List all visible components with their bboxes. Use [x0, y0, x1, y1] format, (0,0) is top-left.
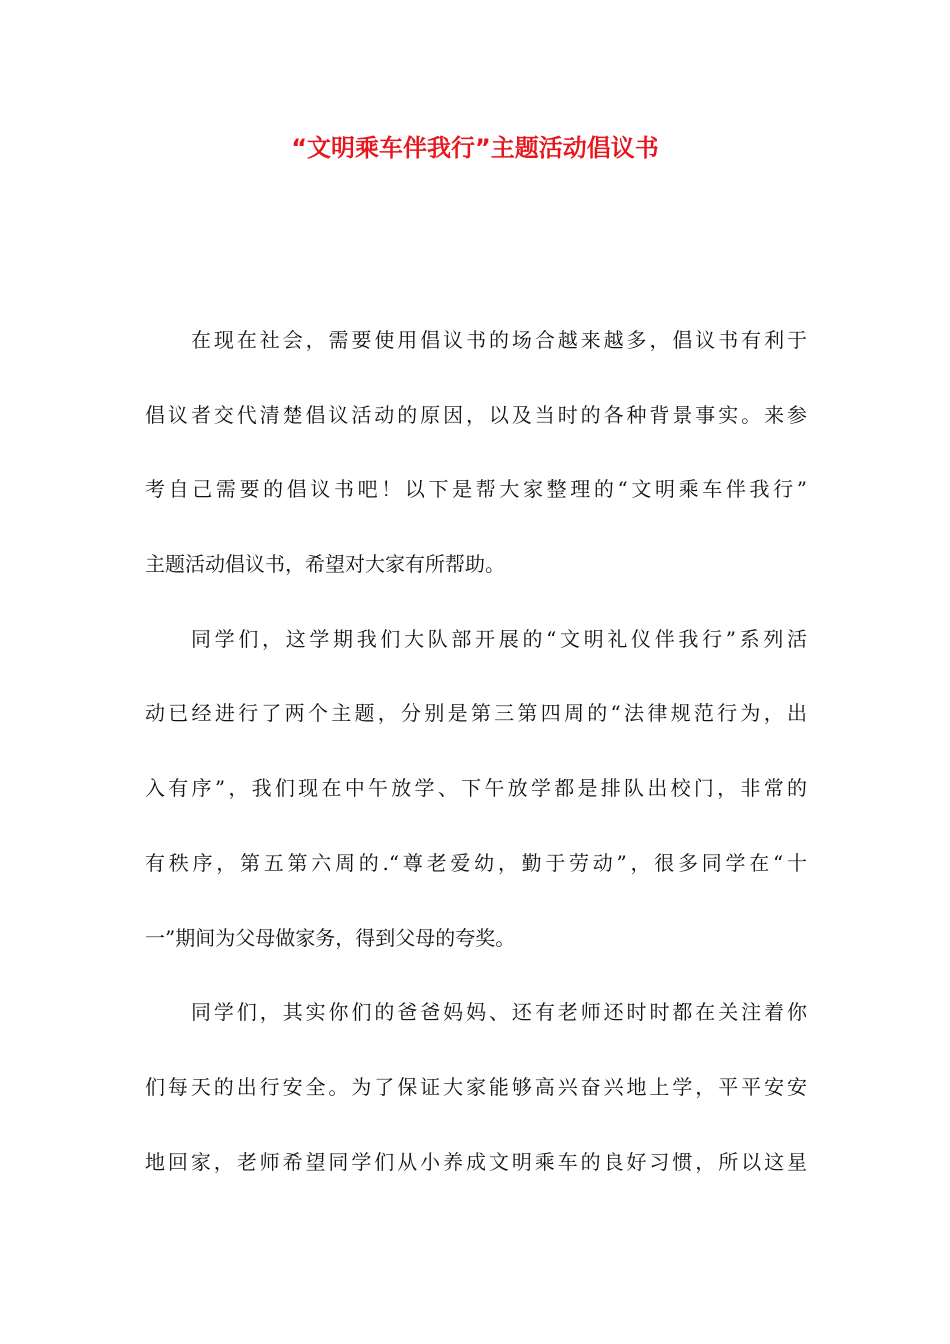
paragraph-1-line-3: 考自己需要的倡议书吧！以下是帮大家整理的“文明乘车伴我行”: [145, 477, 807, 502]
paragraph-2-line-4: 有秩序，第五第六周的.“尊老爱幼，勤于劳动”，很多同学在“十: [145, 850, 807, 875]
paragraph-1-line-2: 倡议者交代清楚倡议活动的原因，以及当时的各种背景事实。来参: [145, 402, 807, 427]
paragraph-2-line-5: 一”期间为父母做家务，得到父母的夸奖。: [145, 925, 516, 950]
document-title: “文明乘车伴我行”主题活动倡议书: [291, 134, 659, 162]
paragraph-2-line-2: 动已经进行了两个主题，分别是第三第四周的“法律规范行为，出: [145, 701, 807, 726]
paragraph-2-line-3: 入有序”，我们现在中午放学、下午放学都是排队出校门，非常的: [145, 776, 807, 801]
paragraph-3-line-3: 地回家，老师希望同学们从小养成文明乘车的良好习惯，所以这星: [145, 1149, 807, 1174]
paragraph-1-line-4: 主题活动倡议书，希望对大家有所帮助。: [145, 552, 505, 577]
paragraph-3-line-1: 同学们，其实你们的爸爸妈妈、还有老师还时时都在关注着你: [191, 1000, 807, 1025]
paragraph-2-line-1: 同学们，这学期我们大队部开展的“文明礼仪伴我行”系列活: [191, 626, 807, 651]
document-body: [145, 318, 807, 1214]
paragraph-1-line-1: 在现在社会，需要使用倡议书的场合越来越多，倡议书有利于: [191, 328, 807, 352]
paragraph-3-line-2: 们每天的出行安全。为了保证大家能够高兴奋兴地上学，平平安安: [145, 1074, 807, 1099]
